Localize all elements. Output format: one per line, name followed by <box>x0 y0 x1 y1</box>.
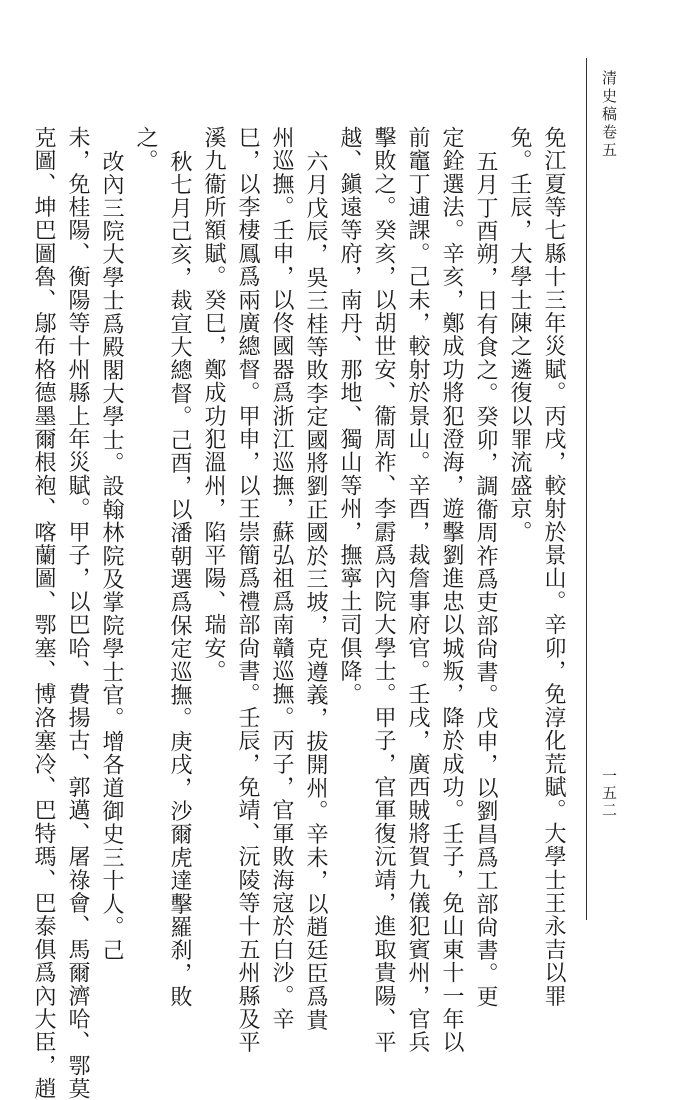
text-column: 巳，以李棲鳳爲兩廣總督。甲申，以王崇簡爲禮部尙書。壬辰，免靖、沅陵等十五州縣及平 <box>235 126 260 1054</box>
running-header-title: 清史稿卷五 <box>600 70 618 160</box>
text-column: 定銓選法。辛亥，鄭成功將犯澄海，遊擊劉進忠以城叛，降於成功。壬子，免山東十一年以 <box>439 126 464 1054</box>
text-column: 免。壬辰，大學士陳之遴復以罪流盛京。 <box>507 126 532 544</box>
text-column: 未，免桂陽、衡陽等十州縣上年災賦。甲子，以巴哈、費揚古、郭邁、屠祿會、馬爾濟哈、鄂莫 <box>65 126 90 1100</box>
text-column: 改內三院大學士爲殿閣大學士。設翰林院及掌院學士官。增各道御史三十人。己 <box>99 150 124 962</box>
text-column: 越、鎭遠等府，南丹、那地、獨山等州，撫寧土司俱降。 <box>337 126 362 706</box>
text-column: 克圖、坤巴圖魯、鄔布格德墨爾根袍、喀蘭圖、鄂塞、博洛塞冷、巴特瑪、巴泰俱爲內大臣，趙 <box>31 126 56 1100</box>
text-column: 之。 <box>133 126 158 173</box>
text-column: 五月丁酉朔，日有食之。癸卯，調衞周祚爲吏部尙書。戊申，以劉昌爲工部尙書。更 <box>473 150 498 1009</box>
text-body <box>31 126 570 1100</box>
text-column: 溪九衞所額賦。癸巳，鄭成功犯溫州，陷平陽、瑞安。 <box>201 126 226 683</box>
text-column: 前竈丁逋課。己未，較射於景山。辛酉，裁詹事府官。壬戌，廣西賊將賀九儀犯賓州，官兵 <box>405 126 430 1054</box>
text-column: 擊敗之。癸亥，以胡世安、衞周祚、李霨爲內院大學士。甲子，官軍復沅靖，進取貴陽、平 <box>371 126 396 1054</box>
text-column: 州巡撫。壬申，以佟國器爲浙江巡撫，蘇弘祖爲南贛巡撫。丙子，官軍敗海寇於白沙。辛 <box>269 126 294 1031</box>
page-number: 一五二 <box>600 768 618 819</box>
text-column: 秋七月己亥，裁宣大總督。己酉，以潘朝選爲保定巡撫。庚戌，沙爾虎達擊羅刹，敗 <box>167 150 192 1009</box>
text-column: 免江夏等七縣十三年災賦。丙戌，較射於景山。辛卯，免淳化荒賦。大學士王永吉以罪 <box>541 126 566 1008</box>
header-rule <box>586 58 587 920</box>
text-column: 六月戊辰，吳三桂等敗李定國將劉正國於三坡，克遵義，拔開州。辛未，以趙廷臣爲貴 <box>303 150 328 1032</box>
